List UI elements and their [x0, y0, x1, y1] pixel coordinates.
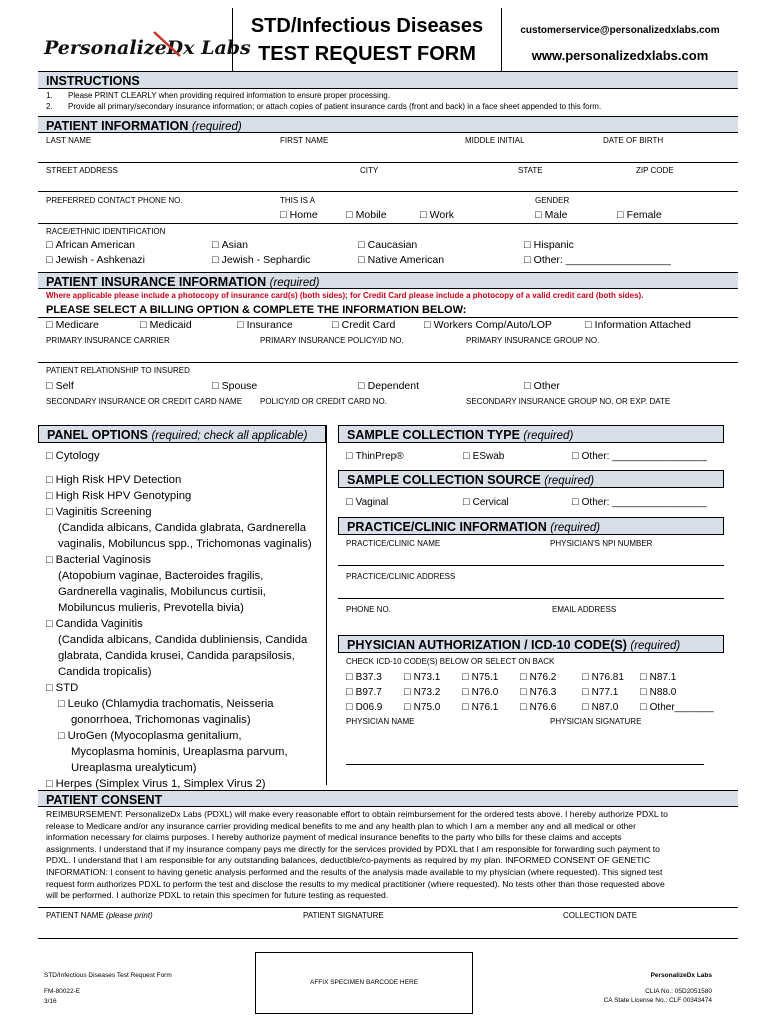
panel-option-detail: Gardnerella vaginalis, Mobiluncus curtisii,	[58, 586, 266, 598]
practice-phone-field[interactable]: PHONE NO.	[346, 605, 391, 614]
primary-policy-field[interactable]: PRIMARY INSURANCE POLICY/ID NO.	[260, 336, 404, 345]
footer-form-name: STD/Infectious Diseases Test Request Form	[44, 972, 172, 979]
insurance-header	[38, 272, 738, 289]
sample-type-note: (required)	[523, 430, 574, 442]
icd-code-checkbox[interactable]: □ N76.81	[582, 671, 624, 684]
middle-initial-field[interactable]: MIDDLE INITIAL	[465, 136, 525, 145]
practice-header	[338, 517, 724, 535]
practice-address-field[interactable]: PRACTICE/CLINIC ADDRESS	[346, 572, 456, 581]
footer-clia: CLIA No.: 05D2051580	[645, 988, 712, 995]
panel-option-checkbox[interactable]: □ Vaginitis Screening	[46, 504, 324, 520]
footer-form-id: FM-80022-E	[44, 988, 81, 995]
race-jewish-sephardic-checkbox[interactable]: □ Jewish - Sephardic	[212, 254, 310, 267]
panel-option-detail: (Candida albicans, Candida dubliniensis, Candida	[58, 634, 308, 646]
source-cervical-checkbox[interactable]: □ Cervical	[463, 496, 509, 509]
physician-name-field[interactable]: PHYSICIAN NAME	[346, 717, 415, 726]
insurance-note: (required)	[269, 277, 320, 289]
billing-heading: PLEASE SELECT A BILLING OPTION & COMPLETE THE INFORMATION BELOW:	[46, 304, 467, 316]
instructions-heading: INSTRUCTIONS	[46, 74, 140, 88]
phone-type-label: THIS IS A	[280, 196, 316, 205]
race-label: RACE/ETHNIC IDENTIFICATION	[46, 227, 166, 236]
gender-female-checkbox[interactable]: □ Female	[617, 209, 662, 222]
panel-option-checkbox[interactable]: □ High Risk HPV Detection	[46, 472, 324, 488]
primary-carrier-field[interactable]: PRIMARY INSURANCE CARRIER	[46, 336, 170, 345]
secondary-group-field[interactable]: SECONDARY INSURANCE GROUP NO. OR EXP. DATE	[466, 397, 671, 406]
authorization-header	[338, 635, 724, 653]
panel-option-detail: (Atopobium vaginae, Bacteroides fragilis,	[58, 570, 264, 582]
consent-line: REIMBURSEMENT: PersonalizeDx Labs (PDXL) will make every reasonable effort to obtain reimbursement for the ordered tests above. I hereby authorize PDXL to	[46, 809, 668, 819]
icd-code-checkbox[interactable]: □ N77.1	[582, 686, 618, 699]
logo-text: PersonalizeDx Labs	[44, 37, 251, 59]
relationship-spouse-checkbox[interactable]: □ Spouse	[212, 380, 257, 393]
race-native-american-checkbox[interactable]: □ Native American	[358, 254, 444, 267]
street-field[interactable]: STREET ADDRESS	[46, 166, 118, 175]
panel-note: (required; check all applicable)	[151, 430, 308, 442]
panel-option-detail: Mycoplasma hominis, Ureaplasma parvum,	[71, 746, 288, 758]
source-other-checkbox[interactable]: □ Other: _________________	[572, 496, 707, 509]
panel-option-checkbox[interactable]: □ STD	[46, 680, 324, 696]
panel-option-detail: (Candida albicans, Candida glabrata, Gardnerella	[58, 522, 307, 534]
panel-header	[38, 425, 326, 443]
race-asian-checkbox[interactable]: □ Asian	[212, 239, 248, 252]
patient-info-header	[38, 116, 738, 133]
panel-option-checkbox[interactable]: □ Herpes (Simplex Virus 1, Simplex Virus 2)	[46, 776, 324, 792]
icd-code-checkbox[interactable]: □ N76.6	[520, 701, 556, 714]
panel-option-checkbox[interactable]: □ High Risk HPV Genotyping	[46, 488, 324, 504]
patient-info-heading: PATIENT INFORMATION	[46, 119, 189, 133]
instruction-text-1: Please PRINT CLEARLY when providing required information to ensure proper processing.	[68, 91, 390, 100]
practice-note: (required)	[550, 522, 601, 534]
icd-code-checkbox[interactable]: □ D06.9	[346, 701, 382, 714]
icd-code-checkbox[interactable]: □ N76.1	[462, 701, 498, 714]
consent-header	[38, 790, 738, 807]
consent-line: request form authorizes PDXL to perform the test and disclose the results to my medical practitioner (where requested). No tests other than those requested above	[46, 878, 665, 889]
authorization-note: (required)	[630, 640, 681, 652]
authorization-heading: PHYSICIAN AUTHORIZATION / ICD-10 CODE(S)	[347, 638, 627, 652]
city-field[interactable]: CITY	[360, 166, 379, 175]
gender-male-checkbox[interactable]: □ Male	[535, 209, 567, 222]
consent-line: PDXL. I understand that I am responsible for any outstanding balances, deductible/co-payments as required by my plan. INFORMED CONSENT OF GENETIC	[46, 855, 651, 866]
secondary-name-field[interactable]: SECONDARY INSURANCE OR CREDIT CARD NAME	[46, 397, 243, 406]
contact-email[interactable]: customerservice@personalizedxlabs.com	[520, 25, 720, 36]
source-vaginal-checkbox[interactable]: □ Vaginal	[346, 496, 388, 509]
form-title-line1: STD/Infectious Diseases	[250, 15, 484, 37]
instruction-num-1: 1.	[46, 91, 53, 100]
panel-option-checkbox[interactable]: □ Leuko (Chlamydia trachomatis, Neisseria	[46, 696, 324, 712]
consent-line: information necessary for claims purposes. I hereby authorize payment of medical insurance benefits to the party who bills for these claims and accepts	[46, 832, 622, 843]
consent-heading: PATIENT CONSENT	[46, 793, 163, 807]
practice-email-field[interactable]: EMAIL ADDRESS	[552, 605, 617, 614]
gender-label: GENDER	[535, 196, 570, 205]
icd-code-checkbox[interactable]: □ N88.0	[640, 686, 676, 699]
icd-code-checkbox[interactable]: □ N87.1	[640, 671, 676, 684]
icd-code-checkbox[interactable]: □ N73.1	[404, 671, 440, 684]
consent-line: INFORMATION: I consent to having genetic analysis performed and the results of the analysis made available to my physician (where requested). This signed test	[46, 866, 663, 877]
instruction-text-2: Provide all primary/secondary insurance information; or attach copies of patient insurance cards (front and back) in a face sheet appended to this form.	[68, 102, 602, 111]
billing-workers-comp-checkbox[interactable]: □ Workers Comp/Auto/LOP	[424, 319, 552, 332]
patient-signature-field[interactable]: PATIENT SIGNATURE	[303, 911, 384, 920]
race-jewish-ashkenazi-checkbox[interactable]: □ Jewish - Ashkenazi	[46, 254, 145, 267]
logo	[42, 26, 251, 66]
instructions-header	[38, 71, 738, 89]
practice-name-field[interactable]: PRACTICE/CLINIC NAME	[346, 539, 441, 548]
insurance-heading: PATIENT INSURANCE INFORMATION	[46, 275, 267, 289]
dob-field[interactable]: DATE OF BIRTH	[603, 136, 664, 145]
consent-text	[46, 809, 736, 902]
billing-medicare-checkbox[interactable]: □ Medicare	[46, 319, 99, 332]
consent-line: will be performed. I authorize PDXL to retain this specimen for future testing as requested.	[46, 890, 389, 901]
sample-thinprep-checkbox[interactable]: □ ThinPrep®	[346, 450, 404, 463]
practice-heading: PRACTICE/CLINIC INFORMATION	[347, 520, 547, 534]
relationship-self-checkbox[interactable]: □ Self	[46, 380, 74, 393]
panel-option-detail: glabrata, Candida krusei, Candida parapsilosis,	[58, 650, 295, 662]
consent-line: assignments. I understand that if my insurance company pays me directly for the services provided by PDXL that I am responsible for forwarding such payment to	[46, 843, 660, 854]
panel-option-detail: Mobiluncus mulieris, Prevotella bivia)	[58, 602, 244, 614]
sample-source-heading: SAMPLE COLLECTION SOURCE	[347, 473, 541, 487]
icd-code-checkbox[interactable]: □ N87.0	[582, 701, 618, 714]
barcode-label: AFFIX SPECIMEN BARCODE HERE	[310, 979, 418, 986]
icd-code-checkbox[interactable]: □ B97.7	[346, 686, 382, 699]
race-hispanic-checkbox[interactable]: □ Hispanic	[524, 239, 574, 252]
icd-code-checkbox[interactable]: □ N75.0	[404, 701, 440, 714]
panel-option-checkbox[interactable]: □ UroGen (Myocoplasma genitalium,	[46, 728, 324, 744]
billing-medicaid-checkbox[interactable]: □ Medicaid	[140, 319, 192, 332]
panel-option-detail: Candida tropicalis)	[58, 666, 152, 678]
phone-field[interactable]: PREFERRED CONTACT PHONE NO.	[46, 196, 183, 205]
state-field[interactable]: STATE	[518, 166, 543, 175]
phone-type-work-checkbox[interactable]: □ Work	[420, 209, 454, 222]
form-title-line2: TEST REQUEST FORM	[258, 43, 476, 65]
panel-options-list	[46, 448, 324, 792]
footer-date: 3/16	[44, 998, 57, 1005]
relationship-other-checkbox[interactable]: □ Other	[524, 380, 560, 393]
icd-code-grid	[346, 671, 726, 717]
sample-source-header	[338, 470, 724, 488]
sample-eswab-checkbox[interactable]: □ ESwab	[463, 450, 504, 463]
primary-group-field[interactable]: PRIMARY INSURANCE GROUP NO.	[466, 336, 600, 345]
race-caucasian-checkbox[interactable]: □ Caucasian	[358, 239, 417, 252]
relationship-dependent-checkbox[interactable]: □ Dependent	[358, 380, 419, 393]
instruction-num-2: 2.	[46, 102, 53, 111]
zip-field[interactable]: ZIP CODE	[636, 166, 674, 175]
panel-option-detail: vaginalis, Mobiluncus spp., Trichomonas vaginalis)	[58, 538, 312, 550]
billing-info-attached-checkbox[interactable]: □ Information Attached	[585, 319, 691, 332]
sample-type-heading: SAMPLE COLLECTION TYPE	[347, 428, 520, 442]
panel-option-checkbox[interactable]: □ Candida Vaginitis	[46, 616, 324, 632]
physician-signature-field[interactable]: PHYSICIAN SIGNATURE	[550, 717, 642, 726]
patient-name-field[interactable]: PATIENT NAME (please print)	[46, 911, 153, 920]
barcode-box[interactable]	[255, 952, 473, 1014]
relationship-label: PATIENT RELATIONSHIP TO INSURED	[46, 366, 190, 375]
sample-type-header	[338, 425, 724, 443]
insurance-warning: Where applicable please include a photocopy of insurance card(s) (both sides); for Credit Card please include a photocopy of a valid credit card (both sides).	[46, 291, 644, 300]
sample-source-note: (required)	[544, 475, 595, 487]
icd-code-checkbox[interactable]: □ N75.1	[462, 671, 498, 684]
consent-line: release to Medicare and/or any insurance carrier providing medical benefits to me and any health plan to which I am a member any and all medical or other	[46, 820, 636, 831]
patient-info-note: (required)	[191, 121, 242, 133]
icd-code-checkbox[interactable]: □ N76.0	[462, 686, 498, 699]
icd-code-checkbox[interactable]: □ N73.2	[404, 686, 440, 699]
logo-graphic	[42, 26, 251, 66]
first-name-field[interactable]: FIRST NAME	[280, 136, 329, 145]
panel-option-detail: Ureaplasma urealyticum)	[71, 762, 197, 774]
panel-heading: PANEL OPTIONS	[47, 428, 148, 442]
race-other-checkbox[interactable]: □ Other: __________________	[524, 254, 671, 267]
npi-field[interactable]: PHYSICIAN'S NPI NUMBER	[550, 539, 653, 548]
phone-type-mobile-checkbox[interactable]: □ Mobile	[346, 209, 387, 222]
sample-type-other-checkbox[interactable]: □ Other: _________________	[572, 450, 707, 463]
footer-ca-license: CA State License No.: CLF 00343474	[603, 997, 712, 1004]
icd-code-checkbox[interactable]: □ N76.3	[520, 686, 556, 699]
panel-option-checkbox[interactable]: □ Bacterial Vaginosis	[46, 552, 324, 568]
last-name-field[interactable]: LAST NAME	[46, 136, 92, 145]
icd-instruction: CHECK ICD-10 CODE(S) BELOW OR SELECT ON BACK	[346, 657, 555, 666]
icd-code-checkbox[interactable]: □ N76.2	[520, 671, 556, 684]
billing-insurance-checkbox[interactable]: □ Insurance	[237, 319, 293, 332]
race-african-american-checkbox[interactable]: □ African American	[46, 239, 135, 252]
icd-code-checkbox[interactable]: □ B37.3	[346, 671, 382, 684]
secondary-policy-field[interactable]: POLICY/ID OR CREDIT CARD NO.	[260, 397, 387, 406]
panel-option-checkbox[interactable]: □ Cytology	[46, 448, 324, 464]
collection-date-field[interactable]: COLLECTION DATE	[563, 911, 638, 920]
icd-code-checkbox[interactable]: □ Other_______	[640, 701, 714, 714]
phone-type-home-checkbox[interactable]: □ Home	[280, 209, 318, 222]
billing-credit-card-checkbox[interactable]: □ Credit Card	[332, 319, 395, 332]
footer-company: PersonalizeDx Labs	[650, 972, 712, 979]
contact-website[interactable]: www.personalizedxlabs.com	[531, 48, 709, 63]
panel-option-detail: gonorrhoea, Trichomonas vaginalis)	[71, 714, 251, 726]
